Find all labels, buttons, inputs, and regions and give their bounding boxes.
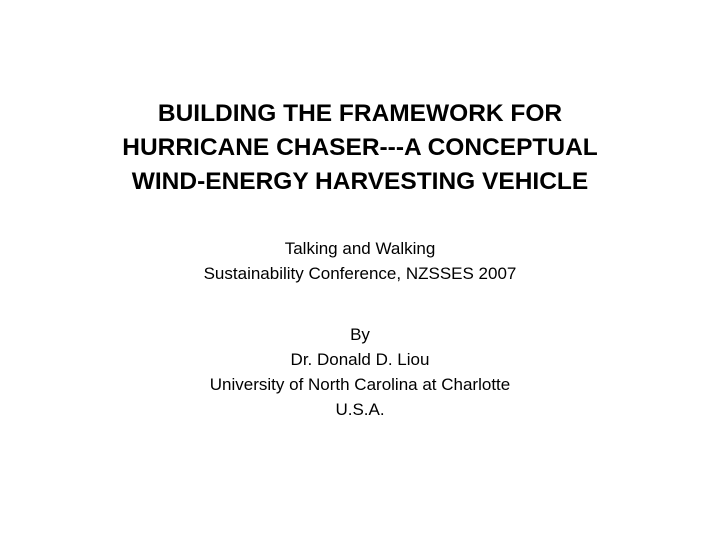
author-block bbox=[60, 322, 660, 422]
author-affiliation: University of North Carolina at Charlotte bbox=[209, 375, 511, 394]
title-line-2: HURRICANE CHASER---A CONCEPTUAL bbox=[122, 134, 598, 161]
author-country: U.S.A. bbox=[335, 400, 385, 419]
title-line-3: WIND-ENERGY HARVESTING VEHICLE bbox=[131, 168, 589, 195]
author-by: By bbox=[350, 325, 370, 344]
conference-line-1: Talking and Walking bbox=[284, 239, 436, 258]
slide-title bbox=[60, 97, 660, 199]
author-name: Dr. Donald D. Liou bbox=[290, 350, 430, 369]
conference-line-2: Sustainability Conference, NZSSES 2007 bbox=[203, 264, 517, 283]
title-line-1: BUILDING THE FRAMEWORK FOR bbox=[157, 100, 563, 127]
conference-info bbox=[60, 236, 660, 286]
